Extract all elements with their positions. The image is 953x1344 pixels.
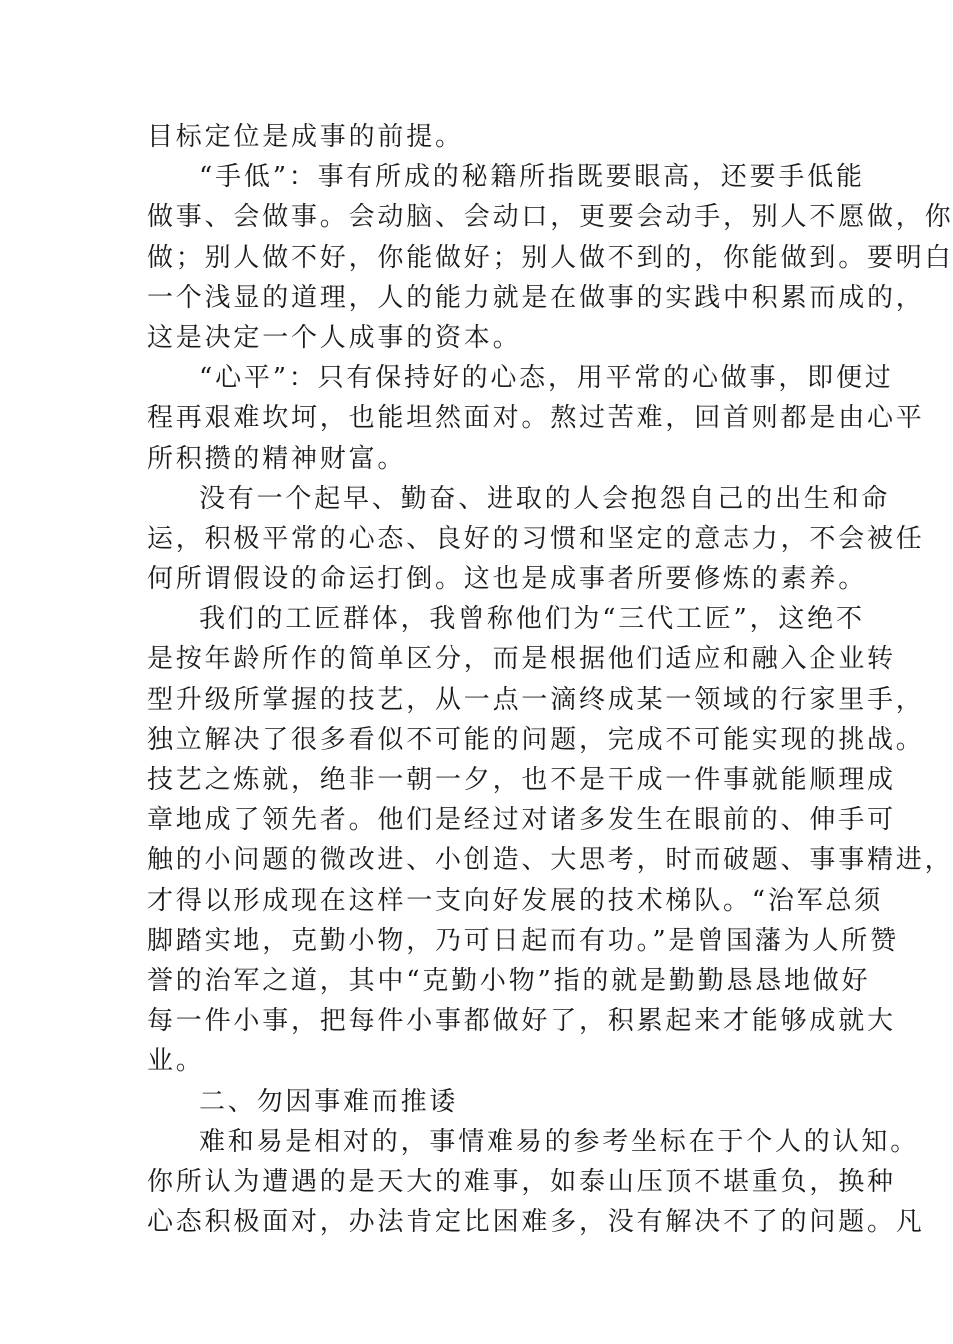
text-line: 程再艰难坎坷，也能坦然面对。熬过苦难，回首则都是由心平 — [147, 403, 925, 434]
text-line: 章地成了领先者。他们是经过对诸多发生在眼前的、伸手可 — [147, 805, 896, 836]
text-line: 我们的工匠群体，我曾称他们为“三代工匠”，这绝不 — [199, 604, 865, 635]
text-line: 没有一个起早、勤奋、进取的人会抱怨自己的出生和命 — [199, 483, 891, 514]
text-line: “心平”：只有保持好的心态，用平常的心做事，即便过 — [199, 363, 894, 394]
text-line: 触的小问题的微改进、小创造、大思考，时而破题、事事精进， — [147, 845, 953, 876]
text-line: 运，积极平常的心态、良好的习惯和坚定的意志力，不会被任 — [147, 523, 925, 554]
text-line: 每一件小事，把每件小事都做好了，积累起来才能够成就大 — [147, 1006, 896, 1037]
text-line: 才得以形成现在这样一支向好发展的技术梯队。“治军总须 — [147, 885, 884, 916]
text-line: 所积攒的精神财富。 — [147, 443, 407, 474]
text-line: 何所谓假设的命运打倒。这也是成事者所要修炼的素养。 — [147, 564, 868, 595]
text-line: 一个浅显的道理，人的能力就是在做事的实践中积累而成的， — [147, 282, 925, 313]
text-line: 做；别人做不好，你能做好；别人做不到的，你能做到。要明白 — [147, 242, 953, 273]
text-line: 目标定位是成事的前提。 — [147, 122, 464, 152]
text-line: 型升级所掌握的技艺，从一点一滴终成某一领域的行家里手， — [147, 684, 925, 715]
body-text — [147, 117, 953, 1242]
text-line: 你所认为遭遇的是天大的难事，如泰山压顶不堪重负，换种 — [147, 1166, 896, 1197]
text-line: 难和易是相对的，事情难易的参考坐标在于个人的认知。 — [199, 1126, 920, 1157]
text-line: 独立解决了很多看似不可能的问题，完成不可能实现的挑战。 — [147, 724, 925, 755]
text-line: 脚踏实地，克勤小物，乃可日起而有功。”是曾国藩为人所赞 — [147, 925, 899, 956]
text-line: 二、勿因事难而推诿 — [199, 1086, 459, 1117]
text-line: 业。 — [147, 1046, 205, 1077]
text-line: 做事、会做事。会动脑、会动口，更要会动手，别人不愿做，你 — [147, 202, 953, 233]
text-line: 心态积极面对，办法肯定比困难多，没有解决不了的问题。凡 — [147, 1207, 925, 1238]
text-line: 技艺之炼就，绝非一朝一夕，也不是干成一件事就能顺理成 — [147, 765, 896, 795]
text-line: 这是决定一个人成事的资本。 — [147, 322, 522, 353]
text-line: “手低”：事有所成的秘籍所指既要眼高，还要手低能 — [199, 162, 865, 193]
text-line: 是按年龄所作的简单区分，而是根据他们适应和融入企业转 — [147, 644, 896, 675]
text-line: 誉的治军之道，其中“克勤小物”指的就是勤勤恳恳地做好 — [147, 965, 871, 996]
